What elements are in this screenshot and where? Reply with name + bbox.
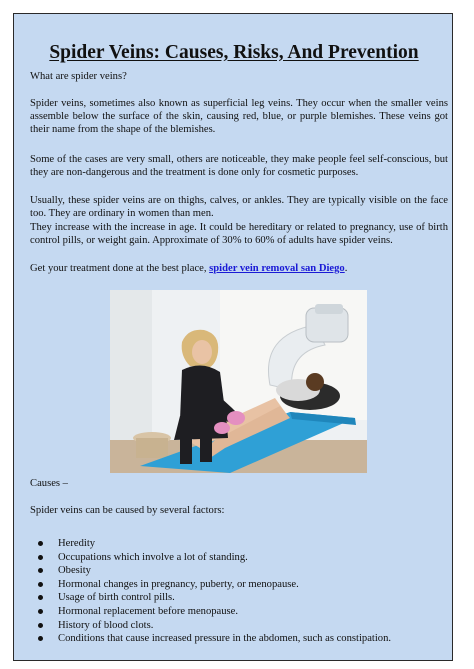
list-item [30,605,391,619]
list-item [30,551,391,565]
list-item [30,632,391,646]
list-item [30,537,391,551]
bullet-icon [38,582,43,587]
list-item-text: Obesity [58,565,91,577]
list-item-text: Heredity [58,538,96,549]
paragraph-location: Usually, these spider veins are on thighs, calves, or ankles. They are typically visible on the face too. They are ordinary in women than men. [30,195,448,220]
list-item [30,619,391,633]
question-text: What are spider veins? [30,71,127,82]
bullet-icon [38,555,43,560]
spider-vein-removal-link[interactable]: spider vein removal san Diego [209,263,345,274]
bullet-icon [38,623,43,628]
list-item [30,578,391,592]
causes-heading: Causes – [30,478,68,489]
bullet-icon [38,568,43,573]
treatment-photo [110,290,367,473]
list-item-text: Usage of birth control pills. [58,592,175,604]
document-page [13,13,453,661]
paragraph-age: They increase with the increase in age. It could be hereditary or related to pregnancy, use of birth control pills, or weight gain. Approximate of 30% to 60% of adults have spider veins. [30,222,448,247]
list-item-text: History of blood clots. [58,619,154,631]
cta-suffix: . [344,263,348,274]
list-item-text: Hormonal changes in pregnancy, puberty, or menopause. [58,578,299,590]
bullet-icon [38,541,43,546]
treatment-photo-illustration [110,290,367,473]
list-item-text: Conditions that cause increased pressure in the abdomen, such as constipation. [58,633,392,645]
bullet-icon [38,636,43,641]
list-item-text: Occupations which involve a lot of standing. [58,551,248,563]
paragraph-definition: Spider veins, sometimes also known as superficial leg veins. They occur when the smaller veins assemble below the surface of the skin, causing red, blue, or purple blemishes. These veins got their name from the shape of the blemishes. [30,98,448,136]
paragraph-cosmetic: Some of the cases are very small, others are noticeable, they make people feel self-conscious, but they are non-dangerous and the treatment is done only for cosmetic purposes. [30,154,448,179]
document-title: Spider Veins: Causes, Risks, And Prevention [49,42,419,63]
cta-paragraph [30,262,448,275]
bullet-icon [38,595,43,600]
list-item [30,564,391,578]
list-item [30,591,391,605]
bullet-icon [38,609,43,614]
causes-intro: Spider veins can be caused by several factors: [30,505,225,516]
list-item-text: Hormonal replacement before menopause. [58,605,239,617]
cta-prefix: Get your treatment done at the best place, [30,263,210,274]
causes-list [30,537,391,646]
